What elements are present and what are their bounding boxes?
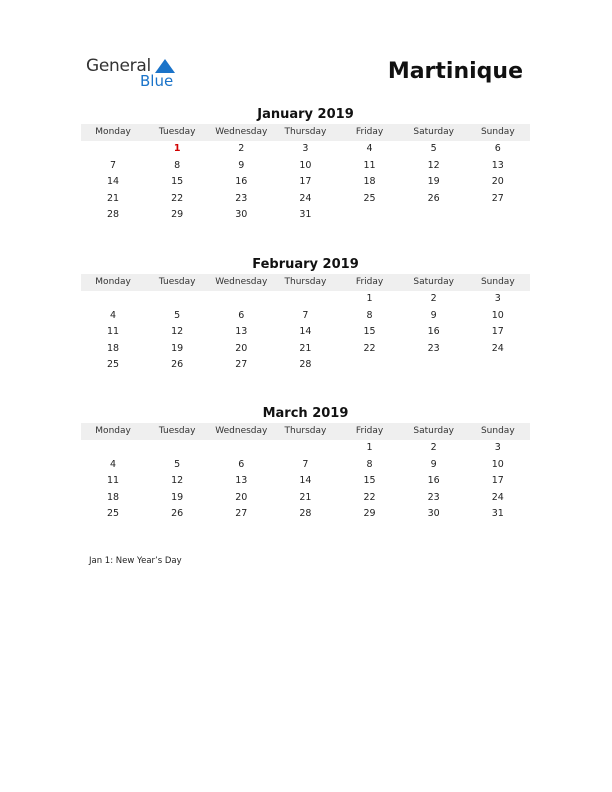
day-cell: 26 [171, 508, 184, 520]
day-cell: 11 [107, 326, 120, 338]
weekday-label: Friday [355, 426, 384, 436]
day-cell: 3 [494, 442, 501, 453]
day-cell: 16 [235, 176, 248, 188]
logo-triangle-icon [155, 59, 175, 73]
weekday-header [81, 423, 530, 440]
day-cell: 12 [427, 159, 440, 171]
empty-day-cell [466, 207, 530, 224]
day-cell: 7 [302, 458, 309, 470]
week-row [81, 324, 530, 341]
day-cell: 1 [173, 143, 181, 154]
holiday-note: Jan 1: New Year’s Day [89, 556, 182, 566]
day-cell: 22 [363, 491, 376, 503]
day-cell: 4 [110, 458, 117, 470]
day-cell: 24 [491, 491, 504, 503]
day-cell: 8 [366, 458, 373, 470]
day-cell: 25 [107, 508, 120, 520]
weekday-label: Friday [355, 127, 384, 137]
day-cell: 24 [299, 192, 312, 204]
day-cell: 27 [235, 508, 248, 520]
week-row [81, 506, 530, 523]
empty-day-cell [145, 291, 209, 308]
day-cell: 29 [363, 508, 376, 520]
day-cell: 28 [299, 359, 312, 371]
day-cell: 23 [427, 491, 440, 503]
weekday-label: Wednesday [215, 277, 268, 287]
day-cell: 1 [366, 442, 373, 453]
weekday-label: Sunday [480, 277, 515, 287]
day-cell: 17 [491, 475, 504, 487]
day-cell: 25 [107, 359, 120, 371]
empty-day-cell [209, 440, 273, 457]
day-cell: 22 [171, 192, 184, 204]
day-cell: 18 [363, 176, 376, 188]
week-row [81, 440, 530, 457]
day-cell: 11 [363, 159, 376, 171]
day-cell: 16 [427, 326, 440, 338]
weekday-label: Saturday [413, 127, 454, 137]
brand-logo [86, 56, 186, 92]
week-row [81, 158, 530, 175]
day-cell: 31 [299, 209, 312, 221]
day-cell: 21 [299, 491, 312, 503]
day-cell: 27 [235, 359, 248, 371]
day-cell: 17 [299, 176, 312, 188]
day-cell: 14 [299, 475, 312, 487]
week-row [81, 473, 530, 490]
day-cell: 29 [171, 209, 184, 221]
day-cell: 9 [430, 309, 437, 321]
holiday-notes [89, 556, 182, 566]
day-cell: 9 [430, 458, 437, 470]
month-january [81, 106, 530, 224]
day-cell: 6 [494, 143, 501, 154]
day-cell: 3 [494, 293, 501, 304]
day-cell: 7 [110, 159, 117, 171]
day-cell: 14 [107, 176, 120, 188]
day-cell: 17 [491, 326, 504, 338]
day-cell: 18 [107, 342, 120, 354]
week-row [81, 341, 530, 358]
day-cell: 13 [235, 475, 248, 487]
week-row [81, 191, 530, 208]
month-title: March 2019 [262, 406, 349, 421]
day-cell: 31 [491, 508, 504, 520]
day-cell: 10 [491, 309, 504, 321]
day-cell: 20 [491, 176, 504, 188]
day-cell: 4 [366, 143, 373, 154]
empty-day-cell [338, 207, 402, 224]
day-cell: 26 [427, 192, 440, 204]
day-cell: 6 [238, 309, 245, 321]
weekday-header [81, 274, 530, 291]
weekday-label: Monday [95, 426, 131, 436]
weekday-label: Wednesday [215, 426, 268, 436]
empty-day-cell [145, 440, 209, 457]
weekday-label: Thursday [284, 277, 327, 287]
day-cell: 15 [363, 326, 376, 338]
month-title: January 2019 [257, 107, 354, 122]
logo-text-general: General [86, 56, 151, 76]
weekday-label: Monday [95, 127, 131, 137]
weekday-label: Friday [355, 277, 384, 287]
empty-day-cell [273, 440, 337, 457]
weekday-label: Tuesday [158, 127, 196, 137]
day-cell: 10 [299, 159, 312, 171]
weekday-label: Sunday [480, 426, 515, 436]
day-cell: 24 [491, 342, 504, 354]
day-cell: 5 [174, 309, 181, 321]
day-cell: 22 [363, 342, 376, 354]
day-cell: 7 [302, 309, 309, 321]
week-row [81, 308, 530, 325]
day-cell: 4 [110, 309, 117, 321]
day-cell: 21 [299, 342, 312, 354]
empty-day-cell [209, 291, 273, 308]
weekday-label: Wednesday [215, 127, 268, 137]
day-cell: 15 [363, 475, 376, 487]
day-cell: 2 [430, 442, 437, 453]
day-cell: 30 [427, 508, 440, 520]
week-row [81, 141, 530, 158]
empty-day-cell [402, 207, 466, 224]
empty-day-cell [273, 291, 337, 308]
day-cell: 26 [171, 359, 184, 371]
weekday-label: Saturday [413, 277, 454, 287]
day-cell: 19 [427, 176, 440, 188]
day-cell: 27 [491, 192, 504, 204]
month-february [81, 256, 530, 374]
empty-day-cell [81, 440, 145, 457]
week-row [81, 207, 530, 224]
week-row [81, 174, 530, 191]
country-title: Martinique [387, 59, 523, 84]
day-cell: 30 [235, 209, 248, 221]
day-cell: 12 [171, 326, 184, 338]
day-cell: 6 [238, 458, 245, 470]
day-cell: 5 [174, 458, 181, 470]
weekday-label: Monday [95, 277, 131, 287]
day-cell: 19 [171, 491, 184, 503]
day-cell: 10 [491, 458, 504, 470]
day-cell: 23 [235, 192, 248, 204]
day-cell: 3 [302, 143, 309, 154]
day-cell: 19 [171, 342, 184, 354]
week-row [81, 357, 530, 374]
empty-day-cell [81, 291, 145, 308]
day-cell: 20 [235, 342, 248, 354]
day-cell: 15 [171, 176, 184, 188]
weekday-label: Thursday [284, 127, 327, 137]
day-cell: 2 [430, 293, 437, 304]
day-cell: 2 [238, 143, 245, 154]
weekday-label: Tuesday [158, 277, 196, 287]
day-cell: 13 [491, 159, 504, 171]
day-cell: 14 [299, 326, 312, 338]
day-cell: 21 [107, 192, 120, 204]
day-cell: 20 [235, 491, 248, 503]
day-cell: 18 [107, 491, 120, 503]
day-cell: 5 [430, 143, 437, 154]
weekday-label: Sunday [480, 127, 515, 137]
day-cell: 28 [299, 508, 312, 520]
weekday-label: Saturday [413, 426, 454, 436]
day-cell: 23 [427, 342, 440, 354]
week-row [81, 291, 530, 308]
empty-day-cell [338, 357, 402, 374]
day-cell: 8 [366, 309, 373, 321]
month-title: February 2019 [252, 257, 359, 272]
day-cell: 28 [107, 209, 120, 221]
weekday-label: Thursday [284, 426, 327, 436]
weekday-label: Tuesday [158, 426, 196, 436]
logo-text-blue: Blue [140, 72, 174, 90]
day-cell: 1 [366, 293, 373, 304]
month-march [81, 405, 530, 523]
day-cell: 12 [171, 475, 184, 487]
empty-day-cell [466, 357, 530, 374]
day-cell: 8 [174, 159, 181, 171]
day-cell: 11 [107, 475, 120, 487]
day-cell: 13 [235, 326, 248, 338]
weekday-header [81, 124, 530, 141]
day-cell: 16 [427, 475, 440, 487]
week-row [81, 490, 530, 507]
day-cell: 25 [363, 192, 376, 204]
week-row [81, 457, 530, 474]
empty-day-cell [402, 357, 466, 374]
day-cell: 9 [238, 159, 245, 171]
empty-day-cell [81, 141, 145, 158]
